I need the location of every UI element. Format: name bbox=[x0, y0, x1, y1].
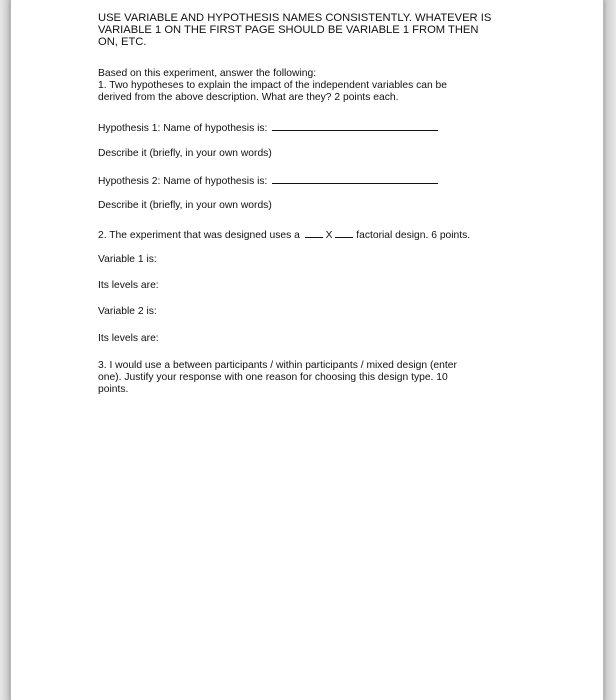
factorial-x-mark: X bbox=[325, 230, 333, 241]
hypothesis-1-name-row bbox=[98, 121, 438, 135]
intro-line-2: 1. Two hypotheses to explain the impact of the independent variables can be bbox=[98, 80, 447, 91]
factor-1-levels-blank[interactable] bbox=[305, 228, 323, 238]
hypothesis-2-describe-label: Describe it (briefly, in your own words) bbox=[98, 200, 272, 211]
variable-1-levels-label: Its levels are: bbox=[98, 280, 159, 291]
question-3-line-3: points. bbox=[98, 384, 129, 395]
notice-line-3: ON, ETC. bbox=[98, 36, 147, 48]
question-2-row bbox=[98, 228, 470, 242]
factor-2-levels-blank[interactable] bbox=[335, 228, 353, 238]
notice-line-2: VARIABLE 1 ON THE FIRST PAGE SHOULD BE VARIABLE 1 FROM THEN bbox=[98, 24, 479, 36]
notice-line-1: USE VARIABLE AND HYPOTHESIS NAMES CONSISTENTLY. WHATEVER IS bbox=[98, 12, 492, 24]
hypothesis-2-name-label: Hypothesis 2: Name of hypothesis is: bbox=[98, 176, 268, 187]
question-3-line-1: 3. I would use a between participants / within participants / mixed design (enter bbox=[98, 360, 457, 371]
variable-2-levels-label: Its levels are: bbox=[98, 333, 159, 344]
page-shadow-right bbox=[603, 0, 616, 700]
page-shadow-left bbox=[0, 0, 10, 700]
hypothesis-1-describe-label: Describe it (briefly, in your own words) bbox=[98, 148, 272, 159]
question-3-line-2: one). Justify your response with one reason for choosing this design type. 10 bbox=[98, 372, 448, 383]
document-page bbox=[10, 0, 604, 700]
intro-line-1: Based on this experiment, answer the following: bbox=[98, 68, 317, 79]
variable-2-label: Variable 2 is: bbox=[98, 306, 157, 317]
hypothesis-1-name-blank[interactable] bbox=[272, 121, 438, 131]
intro-line-3: derived from the above description. What are they? 2 points each. bbox=[98, 92, 399, 103]
variable-1-label: Variable 1 is: bbox=[98, 254, 157, 265]
question-2-prefix: 2. The experiment that was designed uses a bbox=[98, 230, 300, 241]
question-2-suffix: factorial design. 6 points. bbox=[356, 230, 471, 241]
hypothesis-1-name-label: Hypothesis 1: Name of hypothesis is: bbox=[98, 123, 268, 134]
hypothesis-2-name-blank[interactable] bbox=[272, 174, 438, 184]
hypothesis-2-name-row bbox=[98, 174, 438, 188]
